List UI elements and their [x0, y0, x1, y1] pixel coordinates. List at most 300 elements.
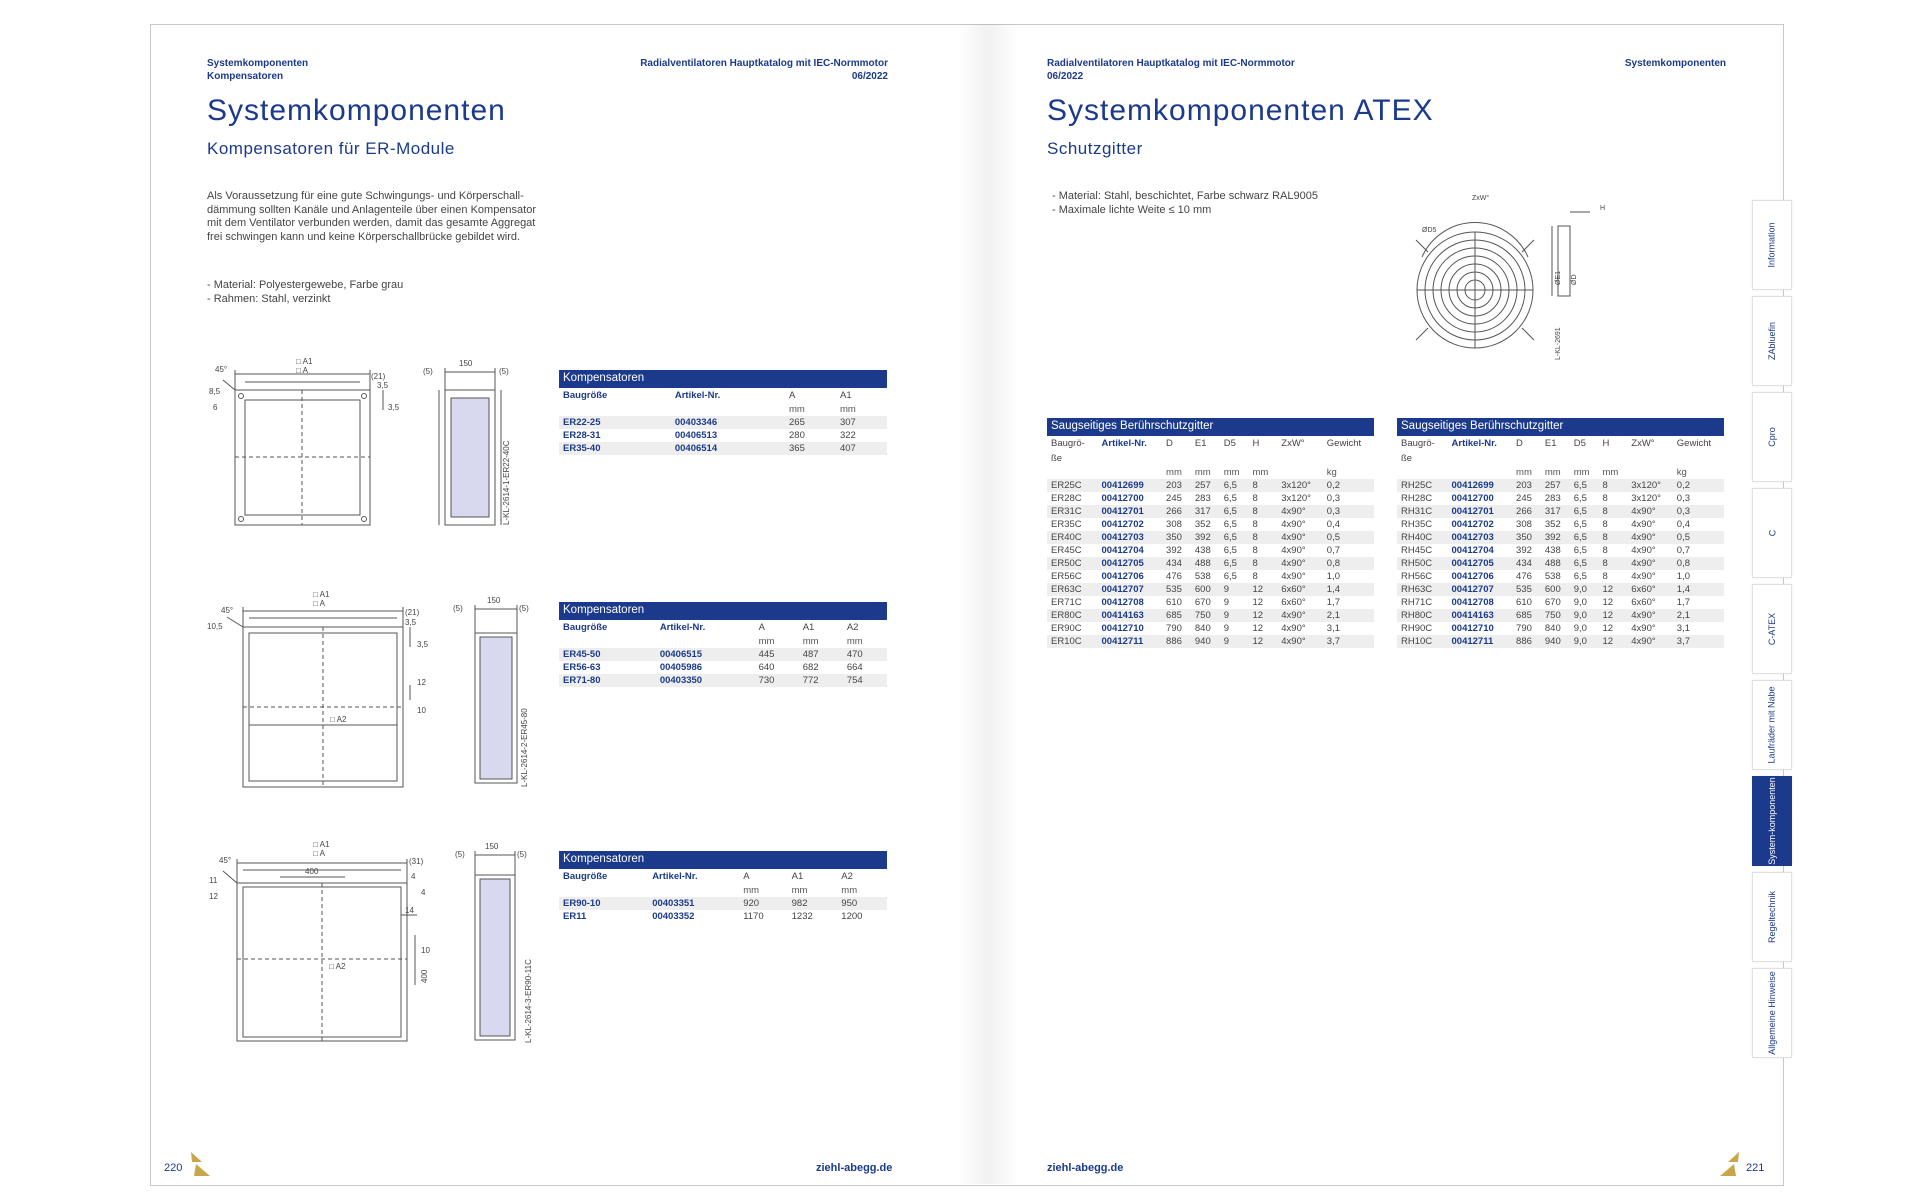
- right-footer-url[interactable]: ziehl-abegg.de: [1047, 1162, 1124, 1174]
- table-cell: 00414163: [1098, 609, 1163, 622]
- table-cell: 8: [1252, 519, 1258, 530]
- table-cell: RH45C: [1401, 545, 1433, 556]
- table-header-row: Baugrö- Artikel-Nr. D E1 D5 H ZxW° Gewicht: [1401, 438, 1712, 449]
- table-cell: 0,3: [1323, 505, 1374, 518]
- left-header-line-1: Systemkomponenten: [207, 58, 309, 69]
- table-cell: 245: [1166, 493, 1182, 504]
- table-cell: 4x90°: [1277, 505, 1323, 518]
- dim-label: (31): [409, 857, 424, 866]
- table-row: [1047, 596, 1374, 609]
- table-cell: RH35C: [1401, 519, 1433, 530]
- table-cell: 3,1: [1326, 623, 1341, 634]
- table-cell: 308: [1516, 519, 1532, 530]
- table-cell: 0,4: [1326, 519, 1341, 530]
- table-cell: 00412708: [1451, 597, 1494, 608]
- tab-laufräder-mit-nabe[interactable]: [1752, 680, 1792, 770]
- dim-label: 12: [417, 678, 426, 687]
- table-cell: ER80C: [1047, 609, 1098, 622]
- table-row: [1047, 492, 1374, 505]
- table-cell: 12: [1248, 609, 1277, 622]
- tab-label: Information: [1767, 222, 1777, 268]
- table-cell: 00412707: [1098, 583, 1163, 596]
- table-cell: 392: [1191, 531, 1220, 544]
- left-header-catalog-date: 06/2022: [851, 71, 888, 82]
- table-cell: 685: [1512, 609, 1541, 622]
- table-row: [1397, 557, 1724, 570]
- table-cell: 8: [1598, 557, 1627, 570]
- table-row: [1047, 518, 1374, 531]
- table-unit-row: mm mm mm mm kg: [1516, 467, 1687, 478]
- tab-system-komponenten[interactable]: [1752, 776, 1792, 866]
- table-cell: 6,5: [1573, 493, 1587, 504]
- tab-label: Regeltechnik: [1767, 890, 1777, 944]
- table-cell: 670: [1194, 597, 1211, 608]
- table-cell: 8: [1598, 531, 1627, 544]
- table-cell: 0,8: [1323, 557, 1374, 570]
- table-cell: 6,5: [1570, 531, 1599, 544]
- table-header-row: [559, 388, 887, 403]
- dim-label: (5): [453, 604, 463, 613]
- dim-label: □ A1: [313, 590, 330, 599]
- tab-label: C-ATEX: [1767, 612, 1777, 646]
- table-cell: ER50C: [1047, 557, 1098, 570]
- dim-label: 150: [487, 596, 501, 605]
- table-cell: RH31C: [1397, 505, 1448, 518]
- table-cell: 1,0: [1676, 571, 1691, 582]
- table-cell: 317: [1541, 505, 1570, 518]
- table-cell: 00412707: [1448, 583, 1513, 596]
- dim-label: ØE1: [1555, 270, 1562, 285]
- table-cell: 538: [1544, 571, 1561, 582]
- dim-label: □ A: [313, 599, 325, 608]
- table-cell: 3x120°: [1281, 493, 1311, 504]
- col-header: Baugröße: [563, 390, 608, 401]
- table-cell: 352: [1194, 519, 1211, 530]
- table-cell: 685: [1162, 609, 1191, 622]
- table-cell: 00414163: [1448, 609, 1513, 622]
- table-cell: 6,5: [1220, 531, 1249, 544]
- table-header-row-2: ße: [1051, 453, 1063, 464]
- table-cell: RH25C: [1397, 479, 1448, 492]
- table-cell: RH40C: [1397, 531, 1448, 544]
- table-cell: 00412704: [1101, 545, 1144, 556]
- table-cell: 476: [1166, 571, 1182, 582]
- compensator-drawing-2: [205, 585, 529, 795]
- table-cell: 0,7: [1676, 545, 1691, 556]
- table-cell: 3,1: [1676, 623, 1691, 634]
- right-page-subtitle: Schutzgitter: [1047, 139, 1143, 158]
- table-cell: 1,7: [1326, 597, 1341, 608]
- table-cell: 886: [1162, 635, 1191, 648]
- table-cell: 9,0: [1573, 597, 1587, 608]
- table-cell: 350: [1512, 531, 1541, 544]
- kompensatoren-table-2: [559, 602, 887, 687]
- table-cell: 4x90°: [1631, 545, 1656, 556]
- table-row: [1397, 505, 1724, 518]
- table-cell: 8: [1248, 505, 1277, 518]
- tab-information[interactable]: [1752, 200, 1792, 290]
- table-cell: 535: [1512, 583, 1541, 596]
- table-cell: 00412708: [1101, 597, 1144, 608]
- dim-label: 3,5: [405, 618, 417, 627]
- table-cell: 6,5: [1220, 557, 1249, 570]
- dim-label: 10,5: [207, 622, 223, 631]
- table-cell: 940: [1541, 635, 1570, 648]
- table-cell: RH90C: [1401, 623, 1433, 634]
- tab-cpro[interactable]: [1752, 392, 1792, 482]
- table-row: [1047, 544, 1374, 557]
- table-cell: 886: [1512, 635, 1541, 648]
- table-cell: RH56C: [1401, 571, 1433, 582]
- table-cell: 4x90°: [1277, 531, 1323, 544]
- table-cell: 00412711: [1448, 635, 1513, 648]
- table-cell: 8: [1252, 545, 1258, 556]
- table-cell: 0,4: [1676, 519, 1691, 530]
- table-cell: 610: [1166, 597, 1182, 608]
- table-cell: 9: [1223, 623, 1229, 634]
- table-cell: RH28C: [1401, 493, 1433, 504]
- table-caption: Saugseitiges Berührschutzgitter: [1397, 418, 1724, 436]
- unit-cell: mm: [789, 404, 805, 415]
- table-cell: 12: [1598, 609, 1627, 622]
- table-cell: 488: [1541, 557, 1570, 570]
- table-unit-row: mm mm mm mm kg: [1166, 467, 1337, 478]
- dim-label: □ A2: [329, 962, 346, 971]
- intro-line: dämmung sollten Kanäle und Anlagenteile über einen Kompensator: [207, 203, 537, 216]
- table-cell: 4x90°: [1627, 609, 1673, 622]
- col-header: Artikel-Nr.: [674, 390, 721, 401]
- left-header-catalog: [600, 57, 888, 83]
- bullet-frame: - Rahmen: Stahl, verzinkt: [207, 292, 331, 305]
- table-cell: 00412705: [1098, 557, 1163, 570]
- table-row: ER11 00403352 1170 1232 1200: [563, 911, 863, 922]
- table-cell: 6,5: [1223, 571, 1237, 582]
- table-cell: 840: [1544, 623, 1561, 634]
- left-page-subtitle: Kompensatoren für ER-Module: [207, 139, 455, 158]
- table-cell: 00412711: [1098, 635, 1163, 648]
- table-cell: 4x90°: [1277, 635, 1323, 648]
- table-cell: 00412700: [1451, 493, 1494, 504]
- table-cell: 00412703: [1448, 531, 1513, 544]
- table-cell: 2,1: [1323, 609, 1374, 622]
- table-row: [1047, 583, 1374, 596]
- right-page-title: Systemkomponenten ATEX: [1047, 94, 1434, 127]
- table-unit-row: mm mm mm: [758, 636, 863, 647]
- table-cell: 308: [1166, 519, 1182, 530]
- page-gutter: [958, 24, 1018, 1184]
- table-row: [1047, 505, 1374, 518]
- table-cell: 0,5: [1323, 531, 1374, 544]
- table-row: [1397, 583, 1724, 596]
- drawing-code: L-KL-2614-1-ER22-40C: [502, 440, 511, 525]
- table-cell: 266: [1162, 505, 1191, 518]
- right-header-section: Systemkomponenten: [1624, 58, 1726, 69]
- table-cell: 257: [1191, 479, 1220, 492]
- tab-allgemeine-hinweise[interactable]: [1752, 968, 1792, 1058]
- table-cell: ER90C: [1051, 623, 1082, 634]
- dim-label: □ A1: [313, 840, 330, 849]
- tab-label: Cpro: [1766, 427, 1777, 447]
- table-row: ER35-40 00406514 365 407: [559, 442, 887, 455]
- unit-cell: mm: [839, 404, 856, 415]
- intro-line: Als Voraussetzung für eine gute Schwingungs- und Körperschall-: [207, 190, 524, 202]
- table-cell: 9,0: [1570, 609, 1599, 622]
- drawing-code: L-KL-2614-3-ER90-11C: [524, 959, 533, 1043]
- table-cell: 203: [1162, 479, 1191, 492]
- right-header-catalog-date: 06/2022: [1047, 71, 1084, 82]
- table-cell: 0,3: [1676, 493, 1691, 504]
- dim-label: 45°: [221, 606, 234, 615]
- dim-label: 150: [485, 842, 499, 851]
- table-cell: 538: [1194, 571, 1211, 582]
- dim-label: 6: [213, 403, 218, 412]
- table-row: [1397, 518, 1724, 531]
- table-cell: 392: [1516, 545, 1532, 556]
- table-row: [1047, 531, 1374, 544]
- table-cell: 6x60°: [1627, 583, 1673, 596]
- table-cell: 3x120°: [1627, 479, 1673, 492]
- table-cell: 203: [1512, 479, 1541, 492]
- table-cell: 4x90°: [1627, 557, 1673, 570]
- table-cell: 8: [1598, 505, 1627, 518]
- table-cell: 3,7: [1673, 635, 1724, 648]
- table-cell: 8: [1602, 571, 1608, 582]
- table-cell: ER40C: [1047, 531, 1098, 544]
- table-cell: 00412701: [1448, 505, 1513, 518]
- col-header: A: [789, 390, 796, 401]
- dim-label: 3,5: [388, 403, 400, 412]
- table-cell: 670: [1544, 597, 1561, 608]
- table-cell: 00412699: [1448, 479, 1513, 492]
- dim-label: ZxW°: [1472, 195, 1490, 202]
- dim-label: (5): [517, 850, 527, 859]
- table-cell: 1,4: [1323, 583, 1374, 596]
- table-cell: 600: [1541, 583, 1570, 596]
- table-cell: ER35C: [1051, 519, 1082, 530]
- dim-label: 10: [421, 946, 430, 955]
- table-cell: 9: [1220, 609, 1249, 622]
- table-row: [1397, 544, 1724, 557]
- table-cell: 4x90°: [1631, 623, 1656, 634]
- dim-label: 14: [405, 906, 414, 915]
- dim-label: 8,5: [209, 387, 221, 396]
- table-row: [1397, 596, 1724, 609]
- table-cell: 6,5: [1570, 479, 1599, 492]
- table-cell: RH71C: [1401, 597, 1433, 608]
- table-cell: 283: [1544, 493, 1561, 504]
- bullet-mesh: - Maximale lichte Weite ≤ 10 mm: [1052, 203, 1212, 216]
- table-caption: Saugseitiges Berührschutzgitter: [1047, 418, 1374, 436]
- table-cell: 4x90°: [1277, 557, 1323, 570]
- tab-c-atex[interactable]: [1752, 584, 1792, 674]
- dim-label: □ A: [296, 366, 308, 375]
- table-cell: 00412702: [1451, 519, 1494, 530]
- table-cell: 9: [1223, 597, 1229, 608]
- table-cell: RH80C: [1397, 609, 1448, 622]
- tab-label: ZAbluefin: [1767, 321, 1777, 361]
- table-cell: ER10C: [1047, 635, 1098, 648]
- table-cell: 1,7: [1676, 597, 1691, 608]
- left-footer-url[interactable]: ziehl-abegg.de: [816, 1162, 893, 1174]
- table-cell: 434: [1162, 557, 1191, 570]
- table-cell: 8: [1602, 493, 1608, 504]
- dim-label: 12: [209, 892, 218, 901]
- table-cell: 6,5: [1223, 519, 1237, 530]
- dim-label: (5): [423, 367, 433, 376]
- table-cell: ER63C: [1047, 583, 1098, 596]
- table-cell: 4x90°: [1281, 623, 1306, 634]
- table-cell: 8: [1248, 557, 1277, 570]
- dim-label: ØD5: [1422, 227, 1437, 234]
- table-cell: 00412710: [1101, 623, 1144, 634]
- table-cell: 12: [1248, 635, 1277, 648]
- table-row: [1397, 479, 1724, 492]
- table-cell: 352: [1544, 519, 1561, 530]
- table-cell: 8: [1602, 545, 1608, 556]
- table-cell: 9: [1220, 635, 1249, 648]
- dim-label: 4: [411, 872, 416, 881]
- table-cell: 790: [1166, 623, 1182, 634]
- table-cell: 488: [1191, 557, 1220, 570]
- table-cell: 4x90°: [1627, 505, 1673, 518]
- compensator-drawing-1: [205, 350, 525, 540]
- table-cell: 4x90°: [1627, 635, 1673, 648]
- table-cell: 1,0: [1326, 571, 1341, 582]
- table-row: [1397, 570, 1724, 583]
- table-row: [1397, 635, 1724, 648]
- table-row: ER28-31 00406513 280 322: [563, 430, 856, 441]
- table-cell: RH63C: [1397, 583, 1448, 596]
- table-row: [1047, 609, 1374, 622]
- table-cell: 3x120°: [1631, 493, 1661, 504]
- table-cell: 438: [1194, 545, 1211, 556]
- table-cell: 434: [1512, 557, 1541, 570]
- table-header-row: Baugröße Artikel-Nr. A A1 A2: [563, 871, 853, 882]
- compensator-drawing-3: [205, 835, 540, 1045]
- table-row: [1047, 557, 1374, 570]
- table-cell: ER71C: [1051, 597, 1082, 608]
- table-row: ER45-50 00406515 445 487 470: [559, 648, 887, 661]
- table-cell: 0,3: [1326, 493, 1341, 504]
- tab-regeltechnik[interactable]: [1752, 872, 1792, 962]
- brand-logo-icon: [1716, 1150, 1742, 1180]
- table-cell: 00412700: [1101, 493, 1144, 504]
- kompensatoren-table-1: [559, 370, 887, 455]
- table-row: [1047, 622, 1374, 635]
- tab-c[interactable]: [1752, 488, 1792, 578]
- table-cell: 535: [1162, 583, 1191, 596]
- table-cell: 4x90°: [1277, 609, 1323, 622]
- table-cell: 283: [1194, 493, 1211, 504]
- dim-label: ØD: [1571, 274, 1578, 285]
- table-cell: 4x90°: [1281, 519, 1306, 530]
- right-header-catalog-title: Radialventilatoren Hauptkatalog mit IEC-Normmotor: [1047, 58, 1295, 69]
- table-row: ER71-80 00403350 730 772 754: [559, 674, 887, 687]
- table-row: [1397, 531, 1724, 544]
- guard-table-rh: [1397, 418, 1724, 648]
- table-cell: 6,5: [1570, 505, 1599, 518]
- intro-line: mit dem Ventilator verbunden werden, damit das gesamte Aggregat: [207, 217, 536, 229]
- table-cell: 12: [1248, 583, 1277, 596]
- table-cell: 8: [1602, 519, 1608, 530]
- right-page-number: 221: [1746, 1162, 1765, 1174]
- table-cell: 9,0: [1570, 635, 1599, 648]
- tab-label: Laufräder mit Nabe: [1767, 686, 1778, 764]
- dim-label: 45°: [215, 365, 228, 374]
- table-cell: 6,5: [1573, 545, 1587, 556]
- table-cell: 00412705: [1448, 557, 1513, 570]
- table-cell: 0,3: [1673, 505, 1724, 518]
- tab-zabluefin[interactable]: [1752, 296, 1792, 386]
- bullet-material: - Material: Polyestergewebe, Farbe grau: [207, 279, 404, 291]
- table-cell: 6,5: [1220, 505, 1249, 518]
- tab-label: Allgemeine Hinweise: [1767, 971, 1778, 1055]
- table-header-row: Baugrö- Artikel-Nr. D E1 D5 H ZxW° Gewicht: [1051, 438, 1362, 449]
- table-caption: Kompensatoren: [559, 602, 887, 620]
- table-cell: 6x60°: [1281, 597, 1306, 608]
- table-cell: 9,0: [1573, 623, 1587, 634]
- table-cell: 6,5: [1223, 545, 1237, 556]
- table-cell: RH50C: [1397, 557, 1448, 570]
- left-page-number: 220: [164, 1162, 183, 1174]
- table-row: [1397, 609, 1724, 622]
- table-cell: 9: [1220, 583, 1249, 596]
- table-cell: 750: [1191, 609, 1220, 622]
- left-bullets: [207, 279, 403, 306]
- table-cell: ER25C: [1047, 479, 1098, 492]
- right-header-catalog: [1047, 57, 1295, 83]
- table-cell: 00412704: [1451, 545, 1494, 556]
- table-cell: 9,0: [1570, 583, 1599, 596]
- kompensatoren-table-3: [559, 851, 887, 923]
- left-header-section: [207, 57, 308, 83]
- table-cell: 0,5: [1673, 531, 1724, 544]
- dim-label: 3,5: [377, 381, 389, 390]
- table-cell: RH10C: [1397, 635, 1448, 648]
- bullet-material: - Material: Stahl, beschichtet, Farbe schwarz RAL9005: [1052, 190, 1318, 202]
- table-row: [1397, 492, 1724, 505]
- table-cell: 600: [1191, 583, 1220, 596]
- table-cell: 8: [1252, 571, 1258, 582]
- table-row: [1047, 570, 1374, 583]
- guard-table-er: [1047, 418, 1374, 648]
- left-header-catalog-title: Radialventilatoren Hauptkatalog mit IEC-Normmotor: [640, 58, 888, 69]
- table-cell: 3,7: [1323, 635, 1374, 648]
- dim-label: 10: [417, 706, 426, 715]
- dim-label: (5): [499, 367, 509, 376]
- table-cell: 392: [1541, 531, 1570, 544]
- table-cell: 0,2: [1673, 479, 1724, 492]
- table-row: ER90-10 00403351 920 982 950: [559, 897, 887, 910]
- dim-label: 400: [420, 969, 429, 983]
- table-cell: 00412710: [1451, 623, 1494, 634]
- table-cell: 00412706: [1101, 571, 1144, 582]
- table-cell: 6x60°: [1277, 583, 1323, 596]
- table-cell: ER45C: [1051, 545, 1082, 556]
- col-header: A1: [839, 390, 852, 401]
- table-cell: 00412702: [1101, 519, 1144, 530]
- table-unit-row: [559, 403, 887, 416]
- table-cell: 4x90°: [1281, 545, 1306, 556]
- table-cell: 392: [1166, 545, 1182, 556]
- tab-label: System-komponenten: [1767, 777, 1778, 865]
- table-cell: 940: [1191, 635, 1220, 648]
- table-cell: 6,5: [1223, 493, 1237, 504]
- dim-label: 45°: [219, 856, 232, 865]
- table-cell: 12: [1252, 597, 1264, 608]
- intro-line: frei schwingen kann und keine Körperschallbrücke gebildet wird.: [207, 230, 521, 243]
- table-cell: 4x90°: [1281, 571, 1306, 582]
